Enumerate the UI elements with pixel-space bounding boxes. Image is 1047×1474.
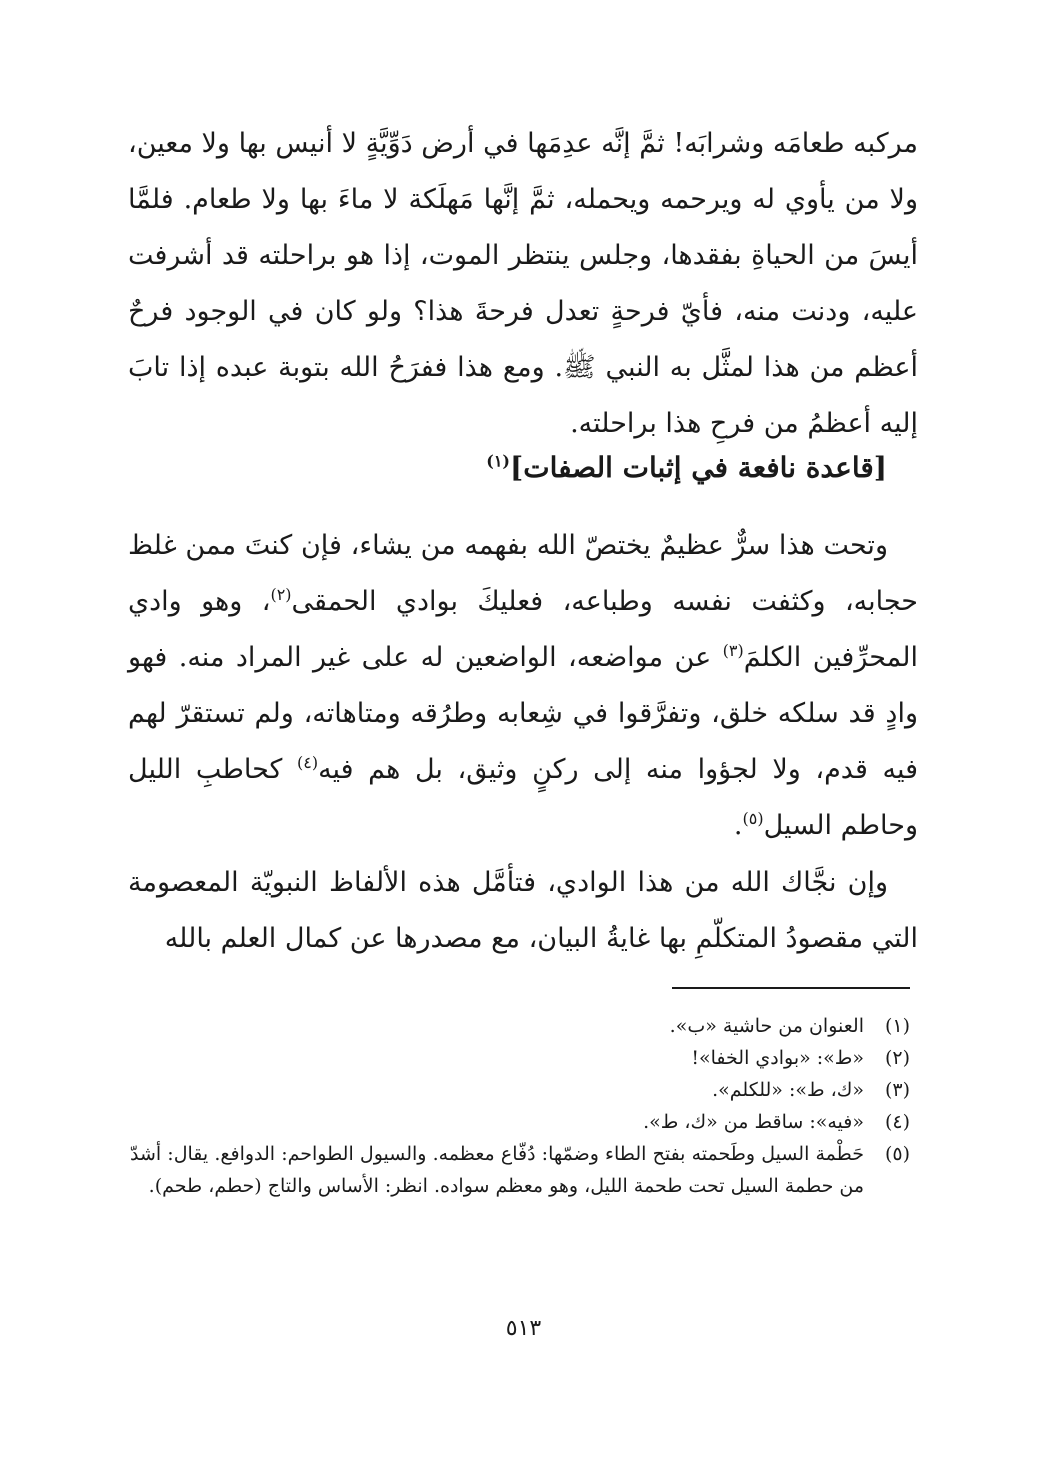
footnote-text: «فيه»: ساقط من «ك، ط».: [643, 1111, 864, 1133]
paragraph-2: [128, 518, 918, 854]
footnote-number: (١): [884, 1015, 910, 1037]
section-heading-text: [قاعدة نافعة في إثبات الصفات]: [510, 451, 887, 484]
footnotes: [130, 1010, 910, 1202]
paragraph-2-part-a: وتحت هذا سرٌّ عظيمٌ يختصّ الله بفهمه من يشاء، فإن كنتَ ممن غلظ حجابه، وكثفت نفسه وطباعه، فعليكَ بوادي الحمقى: [128, 530, 918, 617]
paragraph-2-part-d: كحاطبِ الليل وحاطم السيل: [128, 754, 918, 841]
footnote-item: [130, 1106, 910, 1138]
footnote-number: (٢): [884, 1047, 910, 1069]
footnote-number: (٤): [884, 1111, 910, 1133]
paragraph-1: [128, 116, 918, 452]
footnote-text: حَطْمة السيل وطَحمته بفتح الطاء وضمّها: دُفّاع معظمه. والسيول الطواحم: الدوافع. يقال: أشدّ من حطمة السيل تحت طحمة الليل، وهو معظم سواده. انظر: الأساس والتاج (حطم، طحم).: [130, 1143, 864, 1197]
section-heading: [187, 448, 887, 488]
paragraph-2-part-c: عن مواضعه، الواضعين له على غير المراد منه. فهو وادٍ قد سلكه خلق، وتفرَّقوا في شِعابه وطرُقه ومتاهاته، ولم تستقرّ لهم فيه قدم، ولا لجؤوا منه إلى ركنٍ وثيق، بل هم فيه: [128, 642, 919, 785]
paragraph-2-part-e: .: [733, 810, 743, 841]
footnote-ref-3: (٣): [722, 641, 744, 660]
footnote-item: [130, 1042, 910, 1074]
footnote-item: [130, 1074, 910, 1106]
footnote-ref-5: (٥): [742, 809, 764, 828]
footnote-text: «ك، ط»: «للكلم».: [712, 1079, 864, 1101]
paragraph-2-text: [128, 518, 918, 854]
footnote-ref-4: (٤): [296, 753, 319, 772]
paragraph-2-part-b: ، وهو وادي المحرِّفين الكلمَ: [128, 586, 918, 673]
page-number: ٥١٣: [505, 1316, 542, 1341]
footnote-number: (٣): [884, 1079, 910, 1101]
footnote-number: (٥): [884, 1143, 910, 1165]
paragraph-3-text: وإن نجَّاك الله من هذا الوادي، فتأمَّل هذه الألفاظ النبويّة المعصومة التي مقصودُ المتكلّمِ بها غايةُ البيان، مع مصدرها عن كمال العلم بالله: [128, 867, 918, 954]
paragraph-3: [128, 855, 918, 967]
paragraph-1-text: مركبه طعامَه وشرابَه! ثمَّ إنَّه عدِمَها في أرض دَوِّيَّةٍ لا أنيس بها ولا معين، ولا من يأوي له ويرحمه ويحمله، ثمَّ إنَّها مَهلَكة لا ماءَ بها ولا طعام. فلمَّا أيسَ من الحياةِ بفقدها، وجلس ينتظر الموت، إذا هو براحلته قد أشرفت عليه، ودنت منه، فأيّ فرحةٍ تعدل فرحةَ هذا؟ ولو كان في الوجود فرحٌ أعظم من هذا لمثَّل به النبي ﷺ. ومع هذا ففرَحُ الله بتوبة عبده إذا تابَ إليه أعظمُ من فرحِ هذا براحلته.: [128, 128, 918, 439]
footnote-text: العنوان من حاشية «ب».: [669, 1015, 864, 1037]
footnote-item: [130, 1138, 910, 1202]
heading-footnote-ref: (١): [486, 451, 510, 471]
footnote-item: [130, 1010, 910, 1042]
footnote-text: «ط»: «بوادي الخفا»!: [691, 1047, 864, 1069]
footnote-divider: [672, 987, 910, 989]
footnote-ref-2: (٢): [270, 585, 292, 604]
